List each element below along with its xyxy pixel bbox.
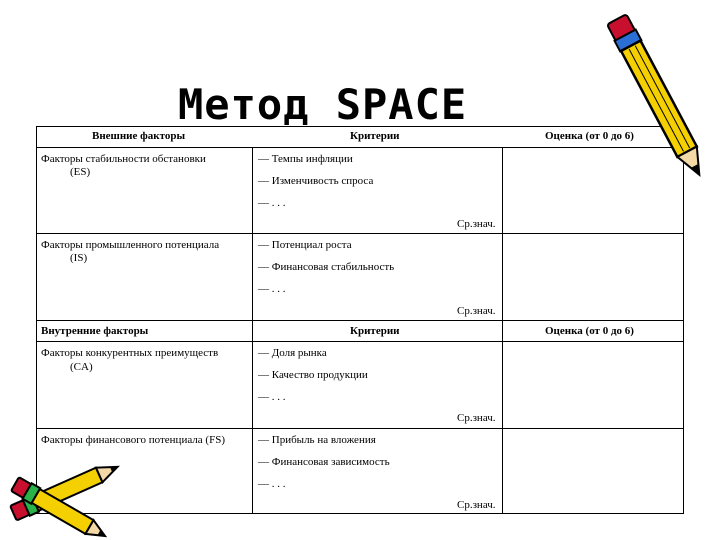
- header-criteria: Критерии: [350, 130, 400, 142]
- criterion-item: — Качество продукции: [258, 369, 368, 381]
- factor-ca-label: Факторы конкурентных преимуществ: [41, 347, 219, 359]
- criterion-item: — Изменчивость спроса: [258, 175, 374, 187]
- header-internal-factors: Внутренние факторы: [41, 325, 149, 337]
- table-row-divider: [36, 320, 684, 321]
- page-title: Метод SPACE: [178, 80, 468, 129]
- header-external-factors: Внешние факторы: [92, 130, 186, 142]
- factor-fs-label: Факторы финансового потенциала (FS): [41, 434, 225, 446]
- table-column-divider: [502, 147, 503, 514]
- average-label: Ср.знач.: [457, 412, 496, 424]
- table-column-divider: [252, 147, 253, 514]
- pencil-icon: [596, 2, 720, 192]
- table-row-divider: [36, 341, 684, 342]
- criterion-item: — Доля рынка: [258, 347, 327, 359]
- pencil-icon: [0, 440, 140, 540]
- criterion-item: — Потенциал роста: [258, 239, 352, 251]
- table-row-divider: [36, 428, 684, 429]
- criterion-item: — Финансовая стабильность: [258, 261, 395, 273]
- table-row-divider: [36, 147, 684, 148]
- average-label: Ср.знач.: [457, 218, 496, 230]
- header-criteria: Критерии: [350, 325, 400, 337]
- average-label: Ср.знач.: [457, 499, 496, 511]
- header-score: Оценка (от 0 до 6): [545, 130, 634, 142]
- criterion-item: — . . .: [258, 478, 286, 490]
- criterion-item: — Прибыль на вложения: [258, 434, 376, 446]
- criterion-item: — Финансовая зависимость: [258, 456, 390, 468]
- factor-ca-code: (CA): [70, 361, 93, 373]
- factor-es-code: (ES): [70, 166, 91, 178]
- criterion-item: — . . .: [258, 391, 286, 403]
- table-row-divider: [36, 233, 684, 234]
- criterion-item: — . . .: [258, 197, 286, 209]
- factor-es-label: Факторы стабильности обстановки: [41, 153, 206, 165]
- average-label: Ср.знач.: [457, 305, 496, 317]
- factor-is-code: (IS): [70, 252, 88, 264]
- header-score: Оценка (от 0 до 6): [545, 325, 634, 337]
- factor-is-label: Факторы промышленного потенциала: [41, 239, 220, 251]
- criterion-item: — Темпы инфляции: [258, 153, 353, 165]
- criterion-item: — . . .: [258, 283, 286, 295]
